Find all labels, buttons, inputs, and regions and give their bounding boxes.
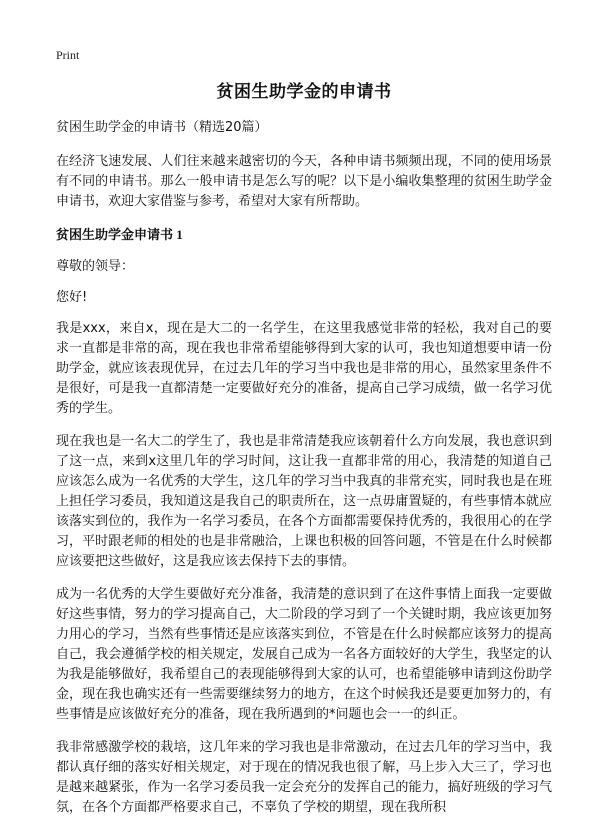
intro-paragraph: 在经济飞速发展、人们往来越来越密切的今天，各种申请书频频出现，不同的使用场景有不同的申请书。那么一般申请书是怎么写的呢？以下是小编收集整理的贫困生助学金申请书，欢迎大家借鉴与参考，希望对大家有所帮助。 [56,154,552,209]
print-link[interactable]: Print [56,48,80,62]
page-title: 贫困生助学金的申请书 [216,82,392,102]
document-body [56,80,552,831]
body-paragraph-3: 成为一名优秀的大学生要做好充分准备，我清楚的意识到了在这件事情上面我一定要做好这些事情，努力的学习提高自己，大二阶段的学习到了一个关键时期，我应该更加努力用心的学习，当然有些事情还是应该落实到位，不管是在什么时候都应该努力的提高自己，我会遵循学校的相关规定，发展自己成为一名各方面较好的大学生，我坚定的认为我是能够做好，我希望自己的表现能够得到大家的认可，也希望能够申请到这份助学金，现在我也确实还有一些需要继续努力的地方，在这个时候我还是要更加努力的，有些事情是应该做好充分的准备，现在我所遇到的*问题也会一一的纠正。 [56,587,552,722]
body-paragraph-2: 现在我也是一名大二的学生了，我也是非常清楚我应该朝着什么方向发展，我也意识到了这一点，来到x这里几年的学习时间，这让我一直都非常的用心，我清楚的知道自己应该怎么成为一名优秀的大学生，这几年的学习当中我真的非常充实，同时我也是在班上担任学习委员，我知道这是我自己的职责所在，这一点毋庸置疑的，有些事情本就应该落实到位的，我作为一名学习委员，在各个方面都需要保持优秀的，我很用心的在学习，平时跟老师的相处的也是非常融洽，上课也积极的回答问题，不管是在什么时候都应该要把这些做好，这是我应该去保持下去的事情。 [56,434,552,569]
letter-greeting: 尊敬的领导： [56,259,135,274]
document-subtitle: 贫困生助学金的申请书（精选20篇） [56,120,268,135]
letter-hello: 您好! [56,290,88,305]
section-heading-1: 贫困生助学金申请书 1 [56,227,183,242]
body-paragraph-1: 我是xxx，来自x，现在是大二的一名学生，在这里我感觉非常的轻松，我对自己的要求一直都是非常的高，现在我也非常希望能够得到大家的认可，我也知道想要申请一份助学金，就应该表现优异，在过去几年的学习当中我也是非常的用心，虽然家里条件不是很好，可是我一直都清楚一定要做好充分的准备，提高自己学习成绩，做一名学习优秀的学生。 [56,321,552,416]
body-paragraph-4: 我非常感激学校的栽培，这几年来的学习我也是非常激动，在过去几年的学习当中，我都认真仔细的落实好相关规定，对于现在的情况我也很了解，马上步入大三了，学习也是越来越紧张，作为一名学习委员我一定会充分的发挥自己的能力，搞好班级的学习气氛，在各个方面都严格要求自己，不辜负了学校的期望，现在我所积 [56,740,552,815]
